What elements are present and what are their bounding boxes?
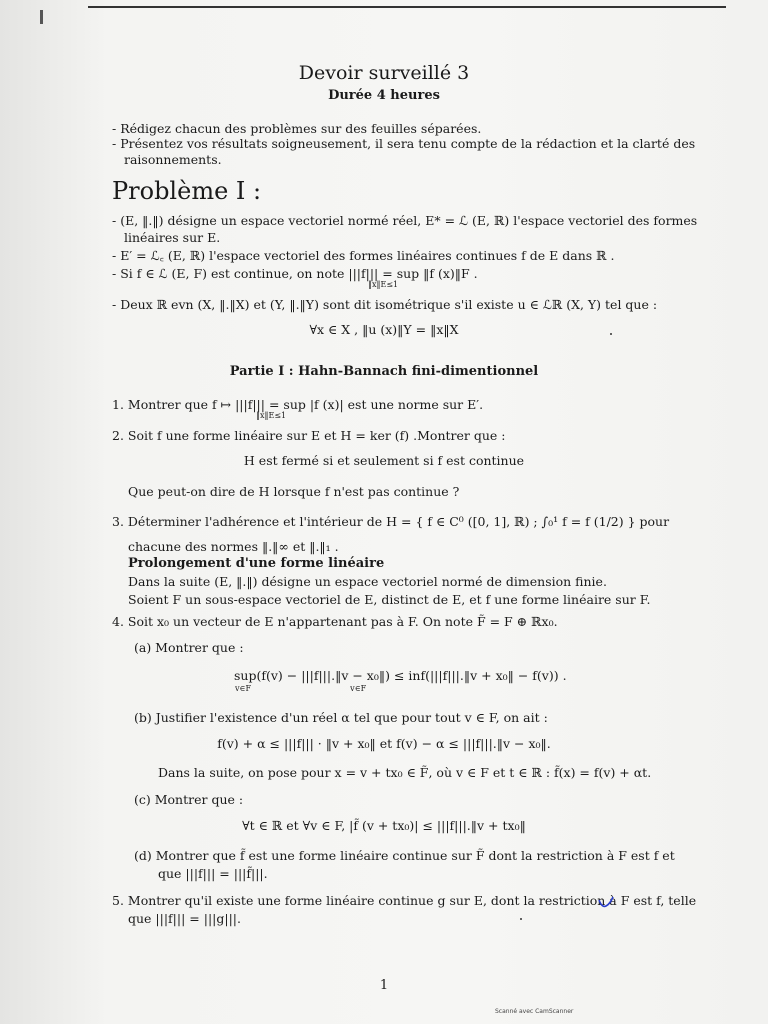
- scan-speck: [610, 333, 612, 335]
- extension-intro: Soient F un sous-espace vectoriel de E, distinct de E, et f une forme linéaire sur F.: [128, 592, 651, 607]
- scanner-watermark: Scanné avec CamScanner: [495, 1008, 574, 1015]
- question-4b: (b) Justifier l'existence d'un réel α tel que pour tout v ∈ F, on ait :: [134, 710, 548, 725]
- definition-line: - Si f ∈ ℒ (E, F) est continue, on note |||f||| = sup ‖f (x)‖F .: [112, 266, 478, 281]
- scan-edge-mark: [40, 10, 43, 24]
- exam-duration: Durée 4 heures: [328, 88, 440, 103]
- definition-line: - Deux ℝ evn (X, ‖.‖X) et (Y, ‖.‖Y) sont dit isométrique s'il existe u ∈ ℒℝ (X, Y) tel que :: [112, 297, 658, 312]
- question-4a: (a) Montrer que :: [134, 640, 244, 655]
- question-5: 5. Montrer qu'il existe une forme linéaire continue g sur E, dont la restriction à F est f, telle: [112, 893, 697, 908]
- scan-speck: [520, 918, 522, 920]
- question-4: 4. Soit x₀ un vecteur de E n'appartenant pas à F. On note F̃ = F ⊕ ℝx₀.: [112, 614, 558, 629]
- question-4d: (d) Montrer que f̃ est une forme linéaire continue sur F̃ dont la restriction à F est f et: [134, 848, 675, 863]
- question-2-followup: Que peut-on dire de H lorsque f n'est pas continue ?: [128, 484, 460, 499]
- question-4b-formula: f(v) + α ≤ |||f||| · ‖v + x₀‖ et f(v) − α ≤ |||f|||.‖v − x₀‖.: [217, 736, 551, 751]
- question-5-line: que |||f||| = |||g|||.: [128, 911, 241, 926]
- question-4a-formula: sup(f(v) − |||f|||.‖v − x₀‖) ≤ inf(|||f|||.‖v + x₀‖ − f(v)) .: [234, 668, 567, 683]
- definition-line: linéaires sur E.: [124, 230, 221, 245]
- formula-subscripts: v∈F v∈F: [235, 684, 367, 693]
- sup-subscript: ‖x‖E≤1: [368, 280, 399, 289]
- question-1: 1. Montrer que f ↦ |||f||| = sup |f (x)| est une norme sur E′.: [112, 397, 484, 412]
- question-2-statement: H est fermé si et seulement si f est continue: [243, 453, 525, 468]
- ink-mark: [598, 896, 614, 910]
- problem-heading: Problème I :: [112, 177, 262, 205]
- question-3: 3. Déterminer l'adhérence et l'intérieur de H = { f ∈ C⁰ ([0, 1], ℝ) ; ∫₀¹ f = f (1/2) } pour: [112, 514, 670, 529]
- question-4c-formula: ∀t ∈ ℝ et ∀v ∈ F, |f̃ (v + tx₀)| ≤ |||f|||.‖v + tx₀‖: [242, 818, 526, 833]
- exam-title: Devoir surveillé 3: [298, 62, 470, 84]
- question-2: 2. Soit f une forme linéaire sur E et H = ker (f) .Montrer que :: [112, 428, 506, 443]
- question-4c: (c) Montrer que :: [134, 792, 244, 807]
- definition-line: - (E, ‖.‖) désigne un espace vectoriel normé réel, E* = ℒ (E, ℝ) l'espace vectoriel des formes: [112, 213, 698, 228]
- part-heading: Partie I : Hahn-Bannach fini-dimentionnel: [229, 364, 539, 379]
- isometry-formula: ∀x ∈ X , ‖u (x)‖Y = ‖x‖X: [309, 322, 459, 337]
- definition-line: - E′ = ℒ꜀ (E, ℝ) l'espace vectoriel des formes linéaires continues f de E dans ℝ .: [112, 248, 615, 263]
- extension-intro: Dans la suite (E, ‖.‖) désigne un espace vectoriel normé de dimension finie.: [128, 574, 607, 589]
- top-rule: [88, 6, 726, 8]
- instruction-line: - Présentez vos résultats soigneusement, il sera tenu compte de la rédaction et la clarté des: [112, 136, 696, 151]
- extension-heading: Prolongement d'une forme linéaire: [128, 556, 385, 571]
- sup-subscript: ‖x‖E≤1: [256, 411, 287, 420]
- instruction-line: - Rédigez chacun des problèmes sur des feuilles séparées.: [112, 121, 482, 136]
- question-3-line: chacune des normes ‖.‖∞ et ‖.‖₁ .: [128, 539, 339, 554]
- question-4-definition: Dans la suite, on pose pour x = v + tx₀ ∈ F̃, où v ∈ F et t ∈ ℝ : f̃(x) = f(v) + αt.: [158, 765, 652, 780]
- question-4d-line: que |||f||| = |||f̃|||.: [158, 866, 268, 881]
- page-number: 1: [379, 978, 389, 993]
- instruction-line: raisonnements.: [124, 152, 222, 167]
